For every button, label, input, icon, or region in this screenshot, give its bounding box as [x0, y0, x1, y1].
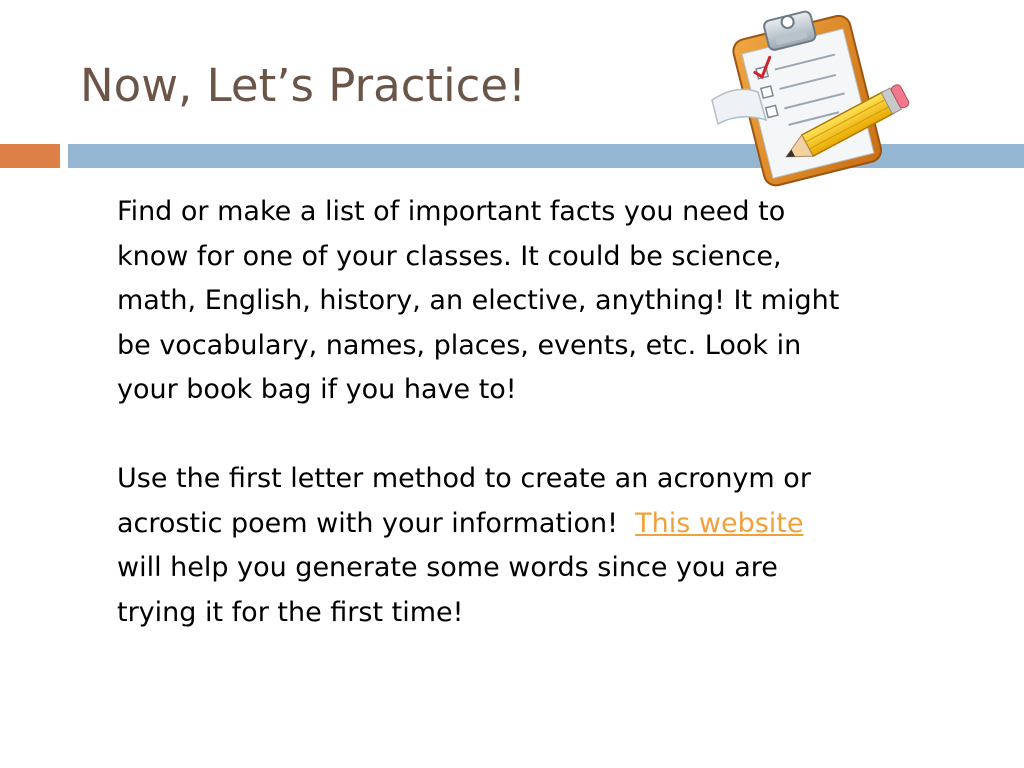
text-line: know for one of your classes. It could be science,: [117, 240, 782, 272]
text-line: will help you generate some words since you are: [117, 552, 778, 583]
text-line: be vocabulary, names, places, events, etc. Look in: [117, 329, 802, 361]
clipboard-pencil-icon: [706, 4, 912, 190]
paragraph-method: [117, 457, 977, 635]
text-fragment: acrostic poem with your information!: [117, 507, 636, 539]
text-line: Use the first letter method to create an acronym or: [117, 463, 811, 494]
website-link[interactable]: This website: [635, 507, 804, 539]
accent-bar-orange: [0, 144, 60, 168]
slide-body: [117, 190, 977, 635]
slide-title: Now, Let’s Practice!: [80, 59, 527, 112]
paragraph-instructions: [117, 190, 977, 413]
text-line: trying it for the first time!: [117, 596, 464, 628]
text-line: math, English, history, an elective, anything! It might: [117, 285, 840, 316]
text-line: your book bag if you have to!: [117, 374, 517, 405]
text-line-with-link: [117, 502, 977, 547]
text-line: Find or make a list of important facts you need to: [117, 196, 786, 227]
